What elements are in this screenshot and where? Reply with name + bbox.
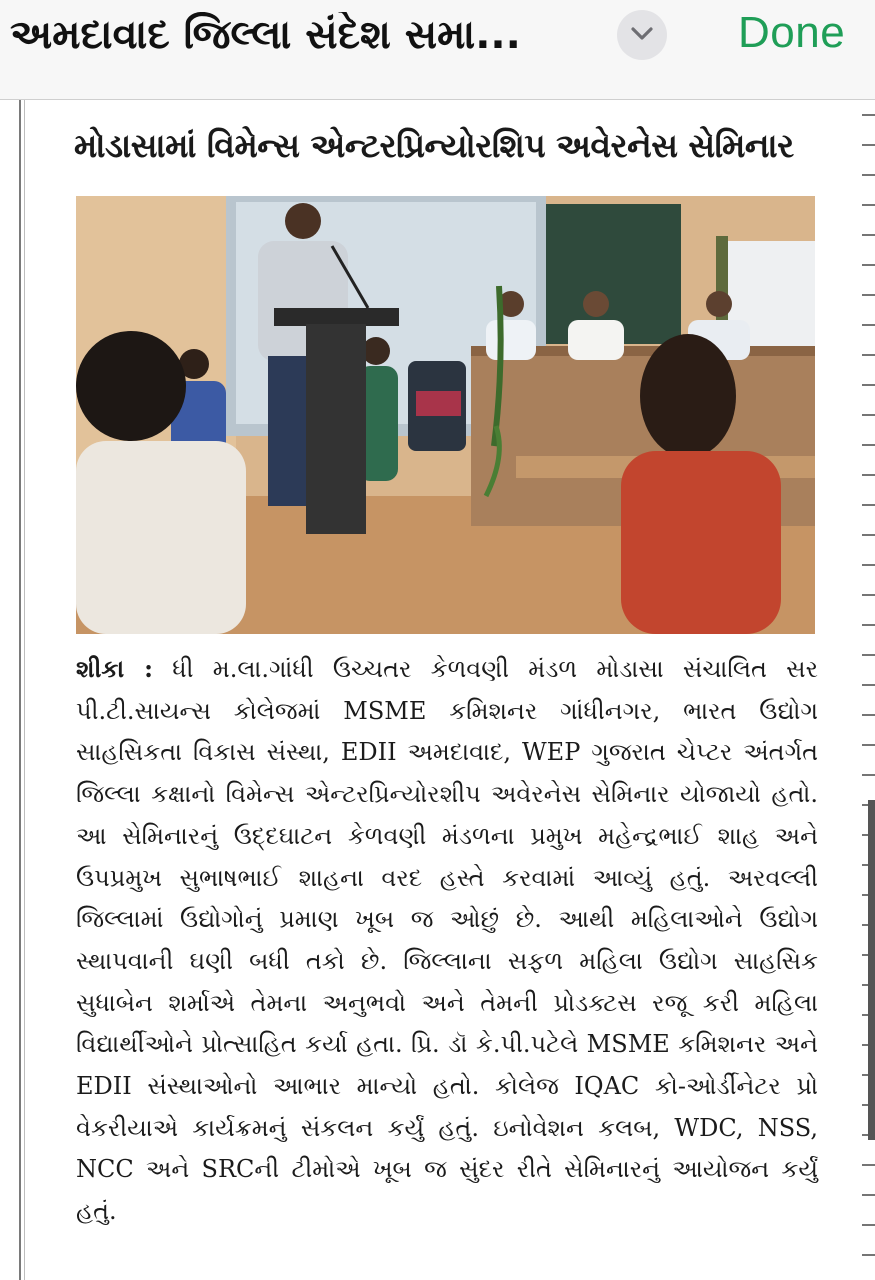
article-text: ધી મ.લા.ગાંધી ઉચ્ચતર કેળવણી મંડળ મોડાસા સંચાલિત સર પી.ટી.સાયન્સ કોલેજમાં MSME કમિશનર ગાંધીનગર, ભારત ઉદ્યોગ સાહસિકતા વિકાસ સંસ્થા, EDII અમદાવાદ, WEP ગુજરાત ચેપ્ટર અંતર્ગત જિલ્લા કક્ષાનો વિમેન્સ એન્ટરપ્રિન્યોરશીપ અવેરનેસ સેમિનાર યોજાયો હતો. આ સેમિનારનું ઉદ્દઘાટન કેળવણી મંડળના પ્રમુખ મહેન્દ્રભાઈ શાહ અને ઉપપ્રમુખ સુભાષભાઈ શાહના વરદ હસ્તે કરવામાં આવ્યું હતું. અરવલ્લી જિલ્લામાં ઉદ્યોગોનું પ્રમાણ ખૂબ જ ઓછું છે. આથી મહિલાઓને ઉદ્યોગ સ્થાપવાની ઘણી બધી તકો છે. જિલ્લાના સફળ મહિલા ઉદ્યોગ સાહસિક સુધાબેન શર્માએ તેમના અનુભવો અને તેમની પ્રોડક્ટસ રજૂ કરી મહિલા વિદ્યાર્થીઓને પ્રોત્સાહિત કર્યા હતા. પ્રિ. ડૉ કે.પી.પટેલે MSME કમિશનર અને EDII સંસ્થાઓનો આભાર માન્યો હતો. કોલેજ IQAC કો-ઓર્ડીનેટર પ્રો વેકરીયાએ કાર્યક્રમનું સંકલન કર્યું હતું. ઇનોવેશન કલબ, WDC, NSS, NCC અને SRCની ટીમોએ ખૂબ જ સુંદર રીતે સેમિનારનું આયોજન કર્યું હતું. — [76, 655, 818, 1226]
adjacent-photo-edge — [868, 800, 875, 1140]
column-divider-inner — [24, 100, 25, 1280]
document-title: અમદાવાદ જિલ્લા સંદેશ સમા... — [10, 12, 521, 58]
viewer-header — [0, 0, 875, 100]
article-dateline: શીકા : — [76, 654, 154, 683]
article-headline: મોડાસામાં વિમેન્સ એન્ટરપ્રિન્યોરશિપ અવેરનેસ સેમિનાર — [74, 126, 794, 165]
column-divider — [19, 100, 21, 1280]
title-menu-button[interactable] — [617, 10, 667, 60]
seminar-photo — [76, 196, 815, 634]
article-body — [76, 648, 818, 1233]
done-button[interactable]: Done — [738, 8, 846, 57]
newspaper-clipping[interactable] — [0, 100, 875, 1280]
chevron-down-icon — [631, 26, 653, 45]
